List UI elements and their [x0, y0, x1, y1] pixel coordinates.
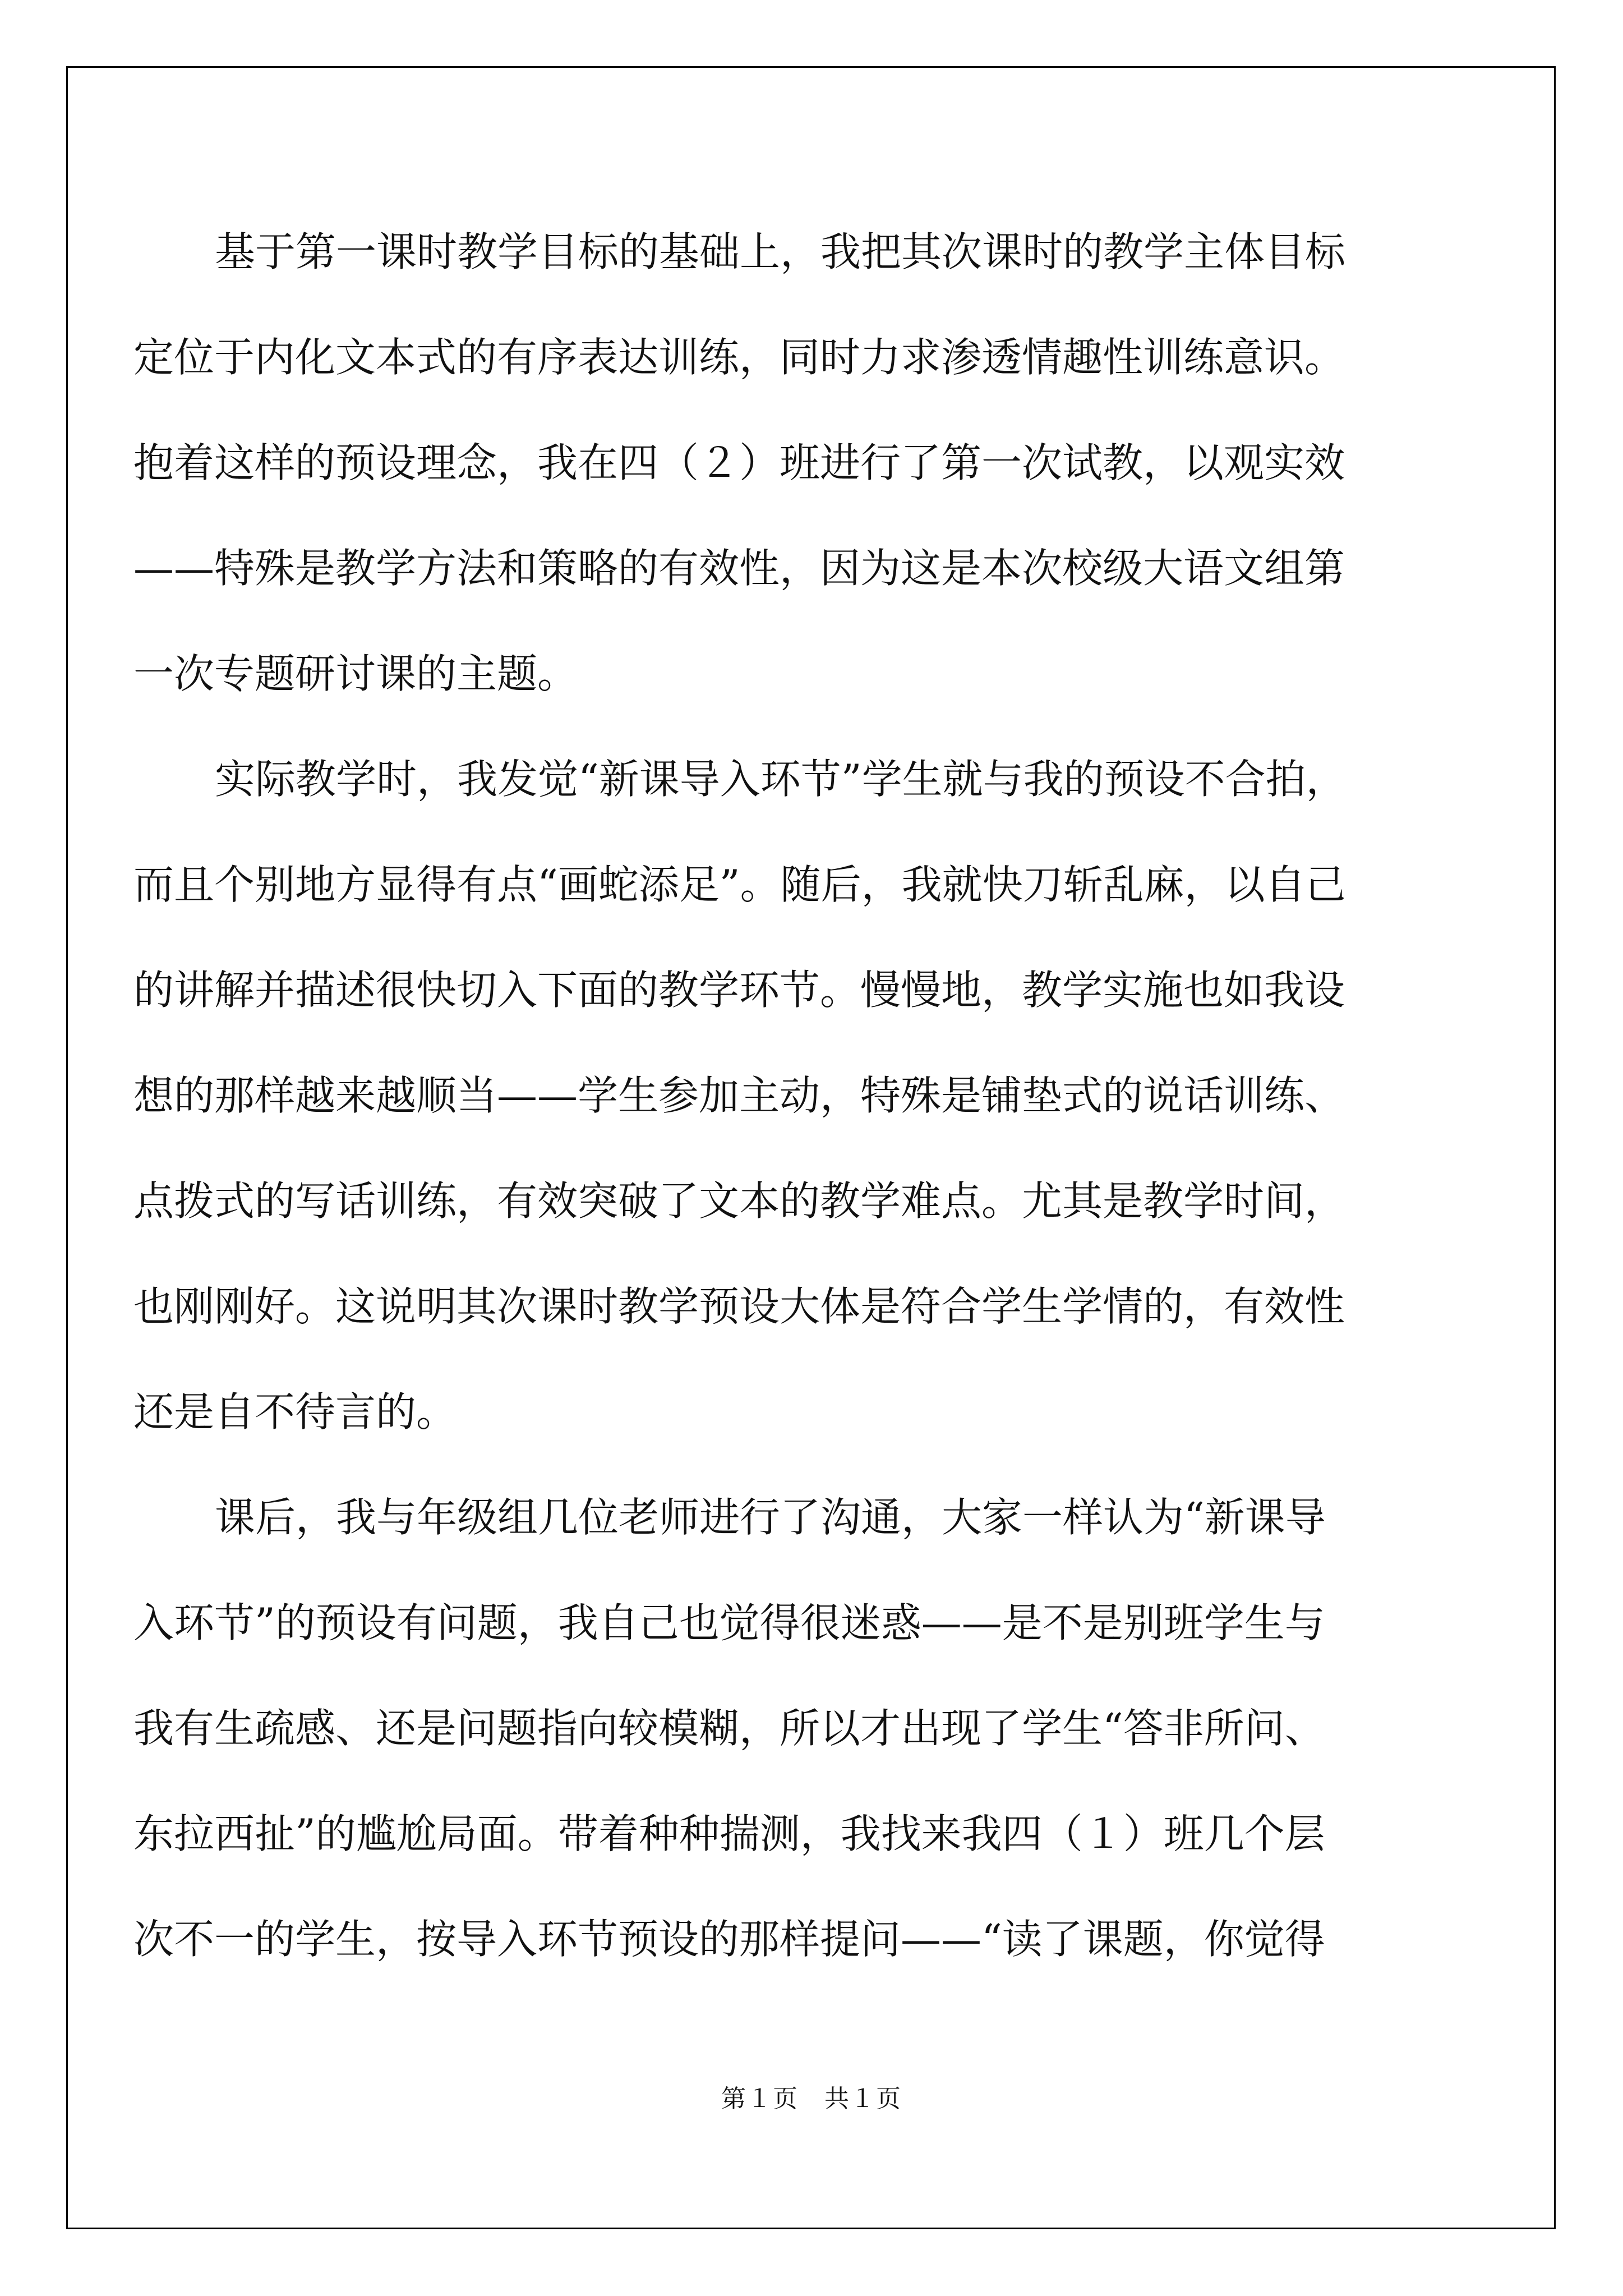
- paragraph-3-line-4: 东拉西扯”的尴尬局面。带着种种揣测，我找来我四（１）班几个层: [133, 1810, 1325, 1857]
- paragraph-2-line-6: 也刚刚好。这说明其次课时教学预设大体是符合学生学情的，有效性: [133, 1283, 1345, 1330]
- paragraph-3-line-3: 我有生疏感、还是问题指向较模糊，所以才出现了学生“答非所问、: [133, 1705, 1325, 1752]
- paragraph-2-line-2: 而且个别地方显得有点“画蛇添足”。随后，我就快刀斩乱麻，以自己: [133, 861, 1346, 908]
- paragraph-2-line-5: 点拨式的写话训练，有效突破了文本的教学难点。尤其是教学时间，: [133, 1177, 1345, 1225]
- paragraph-2-line-4: 想的那样越来越顺当——学生参加主动，特殊是铺垫式的说话训练、: [133, 1072, 1345, 1119]
- paragraph-1-line-3: 抱着这样的预设理念，我在四（２）班进行了第一次试教，以观实效: [133, 439, 1345, 486]
- document-body: [133, 0, 1418, 1992]
- paragraph-3-line-5: 次不一的学生，按导入环节预设的那样提问——“读了课题，你觉得: [133, 1916, 1325, 1963]
- paragraph-1-line-4: ——特殊是教学方法和策略的有效性，因为这是本次校级大语文组第: [133, 545, 1345, 592]
- paragraph-2-line-1: 实际教学时，我发觉“新课导入环节”学生就与我的预设不合拍，: [215, 756, 1347, 803]
- paragraph-1-line-5: 一次专题研讨课的主题。: [133, 650, 578, 697]
- paragraph-2-line-7: 还是自不待言的。: [133, 1388, 457, 1435]
- page-number-footer: 第１页 共１页: [721, 2085, 902, 2113]
- paragraph-1-line-1: 基于第一课时教学目标的基础上，我把其次课时的教学主体目标: [215, 228, 1346, 275]
- paragraph-2-line-3: 的讲解并描述很快切入下面的教学环节。慢慢地，教学实施也如我设: [133, 967, 1345, 1014]
- paragraph-3-line-1: 课后，我与年级组几位老师进行了沟通，大家一样认为“新课导: [215, 1494, 1326, 1541]
- paragraph-3-line-2: 入环节”的预设有问题，我自己也觉得很迷惑——是不是别班学生与: [133, 1599, 1325, 1646]
- paragraph-1-line-2: 定位于内化文本式的有序表达训练，同时力求渗透情趣性训练意识。: [133, 334, 1345, 381]
